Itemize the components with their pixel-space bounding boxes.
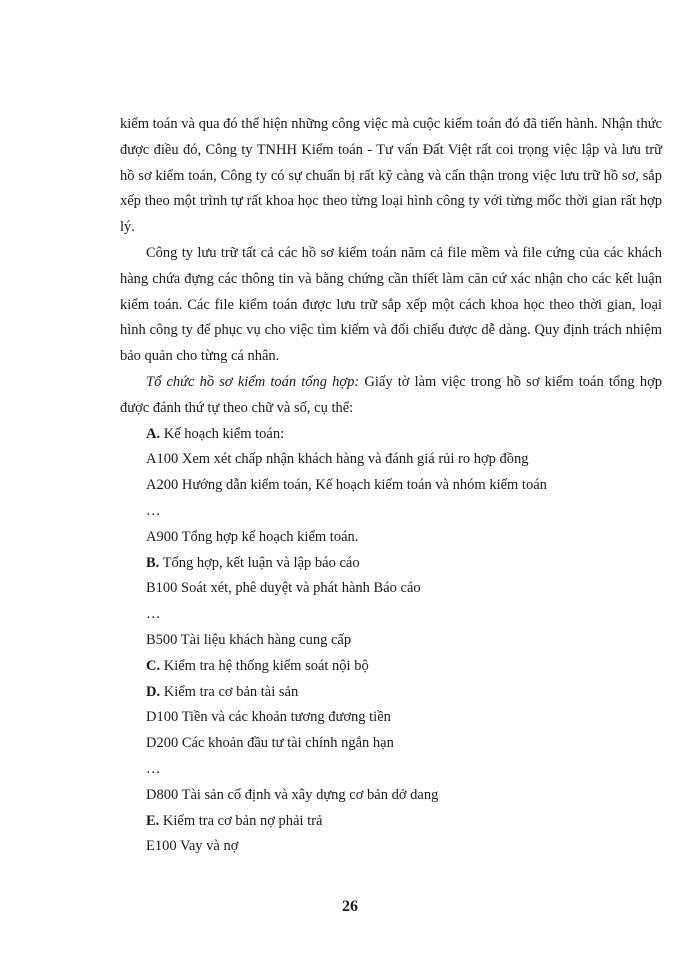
- list-text-b: Tổng hợp, kết luận và lập báo cáo: [159, 554, 360, 571]
- section-heading-italic: Tổ chức hồ sơ kiểm toán tổng hợp:: [146, 373, 360, 390]
- list-ellipsis-2: …: [146, 606, 161, 623]
- list-item-a100: A100 Xem xét chấp nhận khách hàng và đánh giá rủi ro hợp đồng: [146, 451, 529, 468]
- paragraph-2: Công ty lưu trữ tất cả các hồ sơ kiểm toán năm cả file mềm và file cứng của các khách hàng chứa đựng các thông tin và bằng chứng cần thiết làm căn cứ xác nhận cho các kết luận kiểm toán. Các file kiểm toán được lưu trữ sắp xếp một cách khoa học theo thời gian, loại hình công ty để phục vụ cho việc tìm kiếm và đối chiếu được dễ dàng. Quy định trách nhiệm bảo quản cho từng cá nhân.: [120, 244, 662, 365]
- paragraph-1: kiểm toán và qua đó thể hiện những công việc mà cuộc kiểm toán đó đã tiến hành. Nhận thức được điều đó, Công ty TNHH Kiểm toán - Tư vấn Đất Việt rất coi trọng việc lập và lưu trữ hồ sơ kiểm toán, Công ty có sự chuẩn bị rất kỹ càng và cẩn thận trong việc lưu trữ hồ sơ, sắp xếp theo một trình tự rất khoa học theo từng loại hình công ty với từng mốc thời gian rất hợp lý.: [120, 116, 662, 236]
- list-item-e: [120, 809, 662, 835]
- page-number: 26: [342, 898, 358, 915]
- list-item-b500: B500 Tài liệu khách hàng cung cấp: [146, 631, 352, 648]
- body-text: [120, 112, 662, 860]
- list-code-a: A.: [146, 425, 161, 442]
- list-text-d: Kiểm tra cơ bản tài sản: [160, 683, 299, 700]
- list-item-d800: D800 Tài sản cố định và xây dựng cơ bản dở dang: [146, 786, 439, 803]
- list-item-e100: E100 Vay và nợ: [146, 838, 239, 855]
- list-item-d100: D100 Tiền và các khoản tương đương tiền: [146, 709, 391, 726]
- list-item-b100: B100 Soát xét, phê duyệt và phát hành Báo cáo: [146, 580, 421, 597]
- list-code-b: B.: [146, 554, 160, 571]
- list-item-a200: A200 Hướng dẫn kiểm toán, Kế hoạch kiểm toán và nhóm kiểm toán: [146, 477, 547, 494]
- list-item-c: [120, 654, 662, 680]
- list-ellipsis-1: …: [146, 502, 161, 519]
- list-ellipsis-3: …: [146, 760, 161, 777]
- list-item-b: [120, 551, 662, 577]
- paragraph-3-text: Giấy tờ làm việc trong hồ sơ kiểm toán tổng hợp được đánh thứ tự theo chữ và số, cụ thể:: [120, 373, 662, 416]
- list-code-e: E.: [146, 812, 160, 829]
- list-text-c: Kiểm tra hệ thống kiểm soát nội bộ: [160, 657, 369, 674]
- list-code-c: C.: [146, 657, 161, 674]
- list-text-a: Kế hoạch kiểm toán:: [160, 425, 285, 442]
- document-index-list: [120, 422, 662, 861]
- list-code-d: D.: [146, 683, 161, 700]
- list-text-e: Kiểm tra cơ bản nợ phải trả: [159, 812, 323, 829]
- list-item-d200: D200 Các khoản đầu tư tài chính ngắn hạn: [146, 735, 394, 752]
- paragraph-3: [120, 370, 662, 422]
- list-item-d: [120, 680, 662, 706]
- list-item-a900: A900 Tổng hợp kế hoạch kiểm toán.: [146, 528, 359, 545]
- list-item-a: [120, 422, 662, 448]
